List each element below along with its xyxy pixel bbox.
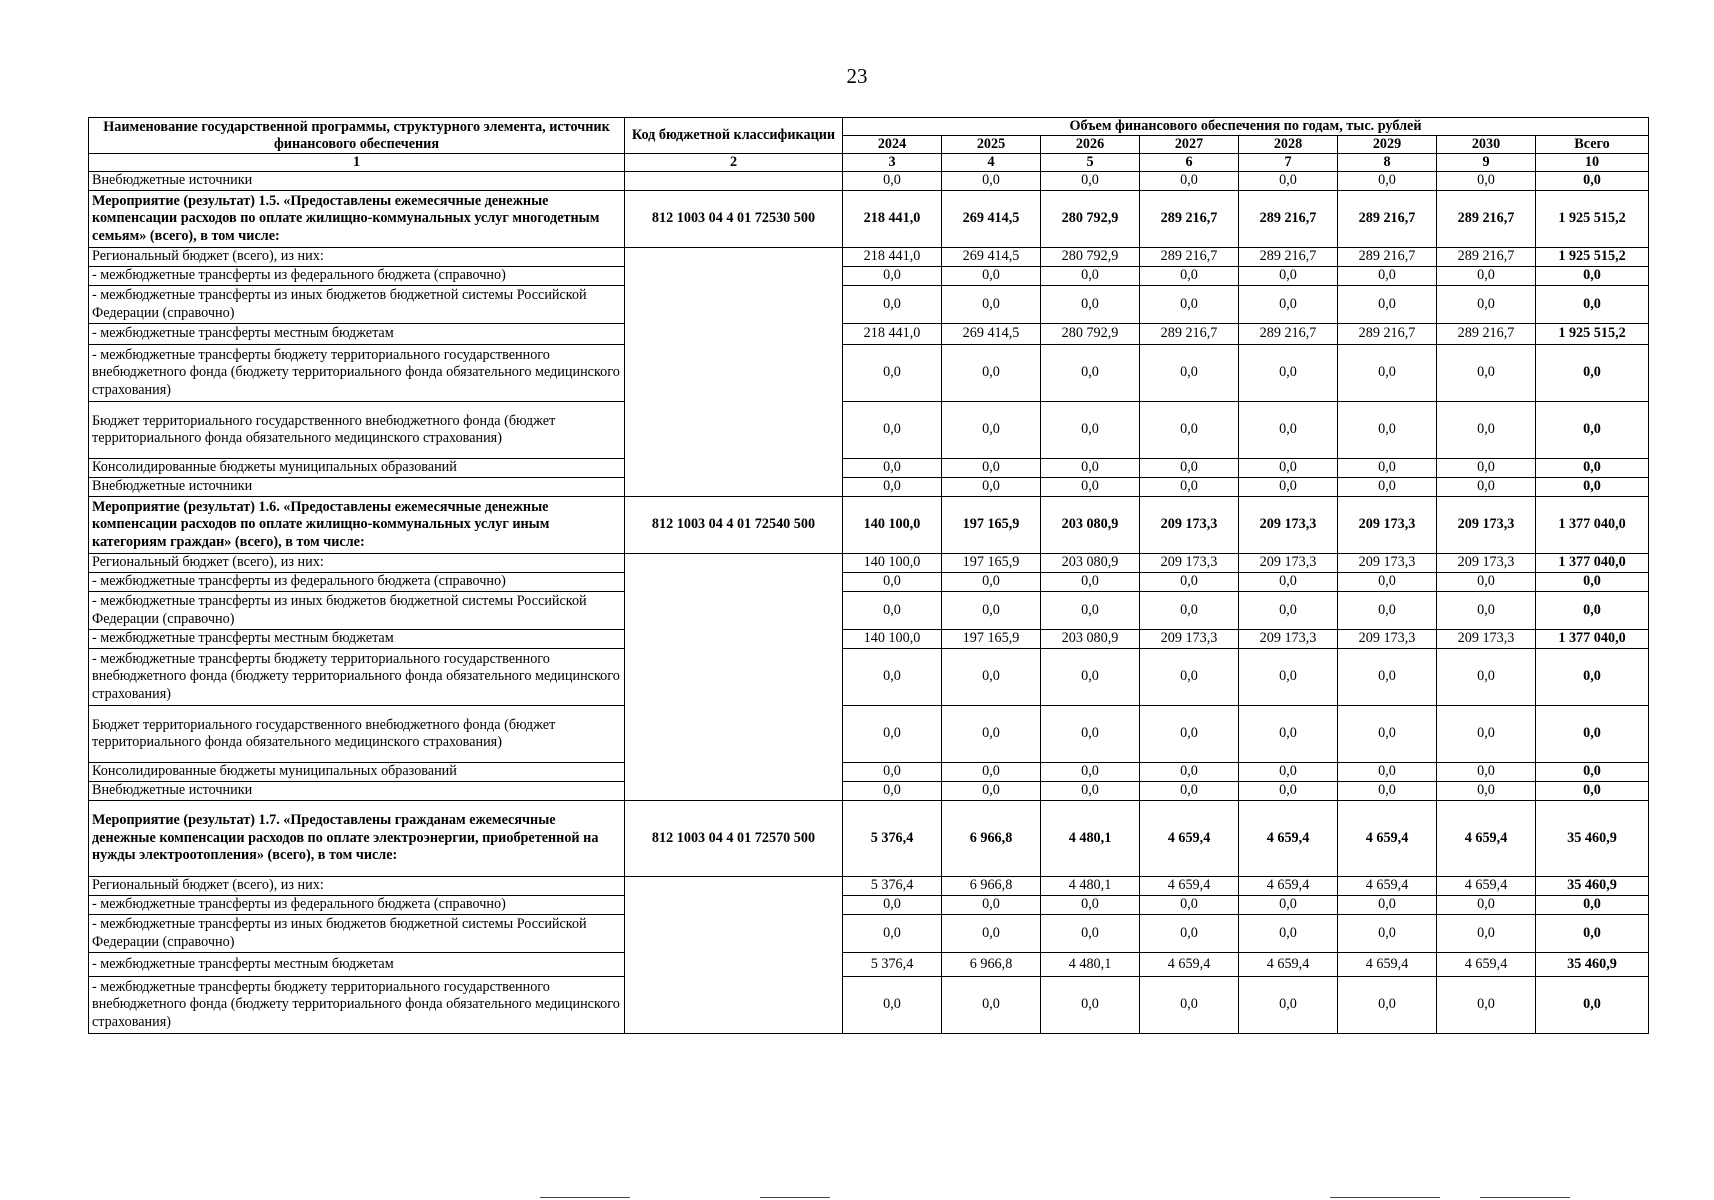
total-value: 0,0 xyxy=(1536,459,1649,478)
year-value: 0,0 xyxy=(1239,172,1338,191)
year-value: 289 216,7 xyxy=(1437,248,1536,267)
row-name: - межбюджетные трансферты местным бюджетам xyxy=(89,953,625,977)
year-value: 218 441,0 xyxy=(843,248,942,267)
page-number: 23 xyxy=(846,64,868,88)
year-value: 0,0 xyxy=(1041,763,1140,782)
year-value: 0,0 xyxy=(1239,286,1338,324)
year-value: 197 165,9 xyxy=(942,630,1041,649)
year-value: 0,0 xyxy=(942,592,1041,630)
year-value: 0,0 xyxy=(843,345,942,402)
year-value: 269 414,5 xyxy=(942,248,1041,267)
total-value: 0,0 xyxy=(1536,345,1649,402)
year-value: 0,0 xyxy=(1140,402,1239,459)
index-cell: 7 xyxy=(1239,154,1338,172)
table-row xyxy=(89,877,1649,896)
year-value: 209 173,3 xyxy=(1437,497,1536,554)
year-value: 0,0 xyxy=(1239,782,1338,801)
measure-row xyxy=(89,801,1649,877)
year-value: 0,0 xyxy=(1041,977,1140,1034)
year-value: 4 659,4 xyxy=(1338,877,1437,896)
year-value: 0,0 xyxy=(1437,478,1536,497)
year-value: 0,0 xyxy=(1140,763,1239,782)
table-row xyxy=(89,402,1649,459)
row-name: Внебюджетные источники xyxy=(89,782,625,801)
year-value: 0,0 xyxy=(942,402,1041,459)
year-value: 0,0 xyxy=(1338,649,1437,706)
year-value: 269 414,5 xyxy=(942,191,1041,248)
year-value: 0,0 xyxy=(1338,402,1437,459)
header-year: 2030 xyxy=(1437,136,1536,154)
year-value: 209 173,3 xyxy=(1338,630,1437,649)
budget-code: 812 1003 04 4 01 72570 500 xyxy=(625,801,843,877)
year-value: 0,0 xyxy=(1041,649,1140,706)
year-value: 0,0 xyxy=(1239,267,1338,286)
year-value: 289 216,7 xyxy=(1437,191,1536,248)
table-row xyxy=(89,573,1649,592)
table-row xyxy=(89,953,1649,977)
year-value: 0,0 xyxy=(1140,478,1239,497)
header-year: 2029 xyxy=(1338,136,1437,154)
year-value: 0,0 xyxy=(843,592,942,630)
year-value: 0,0 xyxy=(1140,573,1239,592)
year-value: 140 100,0 xyxy=(843,497,942,554)
year-value: 289 216,7 xyxy=(1140,324,1239,345)
row-name: Внебюджетные источники xyxy=(89,172,625,191)
year-value: 289 216,7 xyxy=(1239,191,1338,248)
year-value: 0,0 xyxy=(1239,896,1338,915)
year-value: 0,0 xyxy=(843,977,942,1034)
year-value: 0,0 xyxy=(1041,896,1140,915)
year-value: 0,0 xyxy=(843,402,942,459)
row-name: Мероприятие (результат) 1.6. «Предоставлены ежемесячные денежные компенсации расходов по оплате жилищно-коммунальных услуг иным категориям граждан» (всего), в том числе: xyxy=(89,497,625,554)
year-value: 0,0 xyxy=(843,267,942,286)
year-value: 203 080,9 xyxy=(1041,630,1140,649)
total-value: 0,0 xyxy=(1536,706,1649,763)
year-value: 4 480,1 xyxy=(1041,801,1140,877)
year-value: 209 173,3 xyxy=(1239,630,1338,649)
year-value: 0,0 xyxy=(1338,915,1437,953)
total-value: 0,0 xyxy=(1536,782,1649,801)
scan-artifact-line xyxy=(540,1197,630,1198)
row-name: Бюджет территориального государственного внебюджетного фонда (бюджет территориального фонда обязательного медицинского страхования) xyxy=(89,706,625,763)
total-value: 0,0 xyxy=(1536,172,1649,191)
budget-code-empty xyxy=(625,554,843,801)
year-value: 4 659,4 xyxy=(1338,801,1437,877)
total-value: 1 925 515,2 xyxy=(1536,248,1649,267)
year-value: 0,0 xyxy=(1239,478,1338,497)
year-value: 0,0 xyxy=(1338,782,1437,801)
total-value: 35 460,9 xyxy=(1536,953,1649,977)
year-value: 0,0 xyxy=(1437,915,1536,953)
total-value: 0,0 xyxy=(1536,649,1649,706)
year-value: 0,0 xyxy=(1041,592,1140,630)
year-value: 0,0 xyxy=(1140,706,1239,763)
index-cell: 10 xyxy=(1536,154,1649,172)
table-row xyxy=(89,554,1649,573)
year-value: 0,0 xyxy=(942,782,1041,801)
year-value: 0,0 xyxy=(1338,267,1437,286)
table-row xyxy=(89,478,1649,497)
row-name: - межбюджетные трансферты бюджету территориального государственного внебюджетного фонда (бюджету территориального фонда обязательного медицинского страхования) xyxy=(89,977,625,1034)
row-name: - межбюджетные трансферты из иных бюджетов бюджетной системы Российской Федерации (справочно) xyxy=(89,915,625,953)
total-value: 0,0 xyxy=(1536,977,1649,1034)
year-value: 0,0 xyxy=(1338,286,1437,324)
table-row xyxy=(89,763,1649,782)
year-value: 0,0 xyxy=(942,267,1041,286)
year-value: 289 216,7 xyxy=(1338,248,1437,267)
year-value: 0,0 xyxy=(1437,896,1536,915)
year-value: 4 659,4 xyxy=(1437,877,1536,896)
year-value: 0,0 xyxy=(1437,172,1536,191)
year-value: 0,0 xyxy=(1338,573,1437,592)
year-value: 0,0 xyxy=(1437,459,1536,478)
total-value: 1 377 040,0 xyxy=(1536,497,1649,554)
year-value: 0,0 xyxy=(1041,267,1140,286)
row-name: - межбюджетные трансферты местным бюджетам xyxy=(89,630,625,649)
year-value: 4 480,1 xyxy=(1041,877,1140,896)
year-value: 0,0 xyxy=(1338,478,1437,497)
total-value: 1 377 040,0 xyxy=(1536,554,1649,573)
year-value: 0,0 xyxy=(942,478,1041,497)
year-value: 203 080,9 xyxy=(1041,554,1140,573)
header-year: 2024 xyxy=(843,136,942,154)
row-name: - межбюджетные трансферты бюджету территориального государственного внебюджетного фонда (бюджету территориального фонда обязательного медицинского страхования) xyxy=(89,345,625,402)
year-value: 0,0 xyxy=(1437,977,1536,1034)
total-value: 0,0 xyxy=(1536,286,1649,324)
measure-row xyxy=(89,497,1649,554)
year-value: 0,0 xyxy=(1140,267,1239,286)
table-row xyxy=(89,630,1649,649)
year-value: 0,0 xyxy=(843,459,942,478)
row-name: Мероприятие (результат) 1.7. «Предоставлены гражданам ежемесячные денежные компенсации расходов по оплате электроэнергии, приобретенной на нужды электроотопления» (всего), в том числе: xyxy=(89,801,625,877)
year-value: 289 216,7 xyxy=(1140,248,1239,267)
year-value: 0,0 xyxy=(1140,896,1239,915)
total-value: 0,0 xyxy=(1536,763,1649,782)
total-value: 1 925 515,2 xyxy=(1536,191,1649,248)
year-value: 0,0 xyxy=(1338,763,1437,782)
table-row xyxy=(89,977,1649,1034)
year-value: 4 659,4 xyxy=(1338,953,1437,977)
scan-artifact-line xyxy=(760,1197,830,1198)
year-value: 0,0 xyxy=(1437,345,1536,402)
year-value: 0,0 xyxy=(1338,345,1437,402)
year-value: 0,0 xyxy=(942,706,1041,763)
index-cell: 8 xyxy=(1338,154,1437,172)
year-value: 4 480,1 xyxy=(1041,953,1140,977)
row-name: - межбюджетные трансферты из иных бюджетов бюджетной системы Российской Федерации (справочно) xyxy=(89,592,625,630)
year-value: 0,0 xyxy=(1437,402,1536,459)
row-name: Региональный бюджет (всего), из них: xyxy=(89,554,625,573)
row-name: - межбюджетные трансферты из иных бюджетов бюджетной системы Российской Федерации (справочно) xyxy=(89,286,625,324)
year-value: 218 441,0 xyxy=(843,191,942,248)
header-year: 2026 xyxy=(1041,136,1140,154)
year-value: 0,0 xyxy=(843,896,942,915)
year-value: 197 165,9 xyxy=(942,497,1041,554)
total-value: 0,0 xyxy=(1536,478,1649,497)
year-value: 0,0 xyxy=(942,649,1041,706)
header-volume: Объем финансового обеспечения по годам, тыс. рублей xyxy=(843,118,1649,136)
table-row xyxy=(89,592,1649,630)
year-value: 0,0 xyxy=(843,286,942,324)
financing-table xyxy=(88,117,1649,1034)
year-value: 209 173,3 xyxy=(1140,497,1239,554)
scan-artifact-line xyxy=(1330,1197,1440,1198)
budget-code: 812 1003 04 4 01 72530 500 xyxy=(625,191,843,248)
year-value: 0,0 xyxy=(1437,782,1536,801)
year-value: 4 659,4 xyxy=(1140,953,1239,977)
year-value: 0,0 xyxy=(1140,977,1239,1034)
total-value: 0,0 xyxy=(1536,915,1649,953)
year-value: 289 216,7 xyxy=(1239,324,1338,345)
year-value: 0,0 xyxy=(942,763,1041,782)
year-value: 0,0 xyxy=(1041,782,1140,801)
year-value: 0,0 xyxy=(1239,649,1338,706)
row-name: Региональный бюджет (всего), из них: xyxy=(89,877,625,896)
year-value: 0,0 xyxy=(1437,592,1536,630)
year-value: 0,0 xyxy=(1041,573,1140,592)
total-value: 0,0 xyxy=(1536,573,1649,592)
table-body xyxy=(89,154,1649,1034)
row-name: Консолидированные бюджеты муниципальных образований xyxy=(89,763,625,782)
year-value: 0,0 xyxy=(1041,172,1140,191)
table-row xyxy=(89,896,1649,915)
year-value: 0,0 xyxy=(942,977,1041,1034)
total-value: 1 377 040,0 xyxy=(1536,630,1649,649)
total-value: 0,0 xyxy=(1536,402,1649,459)
header-year: 2028 xyxy=(1239,136,1338,154)
year-value: 0,0 xyxy=(942,286,1041,324)
year-value: 4 659,4 xyxy=(1239,801,1338,877)
year-value: 0,0 xyxy=(1140,915,1239,953)
row-name: - межбюджетные трансферты местным бюджетам xyxy=(89,324,625,345)
year-value: 4 659,4 xyxy=(1437,953,1536,977)
row-name: Внебюджетные источники xyxy=(89,478,625,497)
year-value: 0,0 xyxy=(843,915,942,953)
year-value: 0,0 xyxy=(1239,573,1338,592)
year-value: 0,0 xyxy=(843,478,942,497)
year-value: 0,0 xyxy=(1338,459,1437,478)
year-value: 0,0 xyxy=(1140,592,1239,630)
year-value: 289 216,7 xyxy=(1338,324,1437,345)
year-value: 0,0 xyxy=(1338,896,1437,915)
row-name: Бюджет территориального государственного внебюджетного фонда (бюджет территориального фонда обязательного медицинского страхования) xyxy=(89,402,625,459)
year-value: 0,0 xyxy=(1041,915,1140,953)
budget-code: 812 1003 04 4 01 72540 500 xyxy=(625,497,843,554)
year-value: 289 216,7 xyxy=(1338,191,1437,248)
year-value: 0,0 xyxy=(1239,402,1338,459)
table-row xyxy=(89,248,1649,267)
row-name: Мероприятие (результат) 1.5. «Предоставлены ежемесячные денежные компенсации расходов по оплате жилищно-коммунальных услуг многодетным семьям» (всего), в том числе: xyxy=(89,191,625,248)
year-value: 209 173,3 xyxy=(1239,554,1338,573)
table-row xyxy=(89,345,1649,402)
measure-row xyxy=(89,191,1649,248)
year-value: 209 173,3 xyxy=(1140,630,1239,649)
year-value: 6 966,8 xyxy=(942,801,1041,877)
year-value: 0,0 xyxy=(843,763,942,782)
year-value: 0,0 xyxy=(1140,345,1239,402)
year-value: 0,0 xyxy=(1041,345,1140,402)
table-row xyxy=(89,782,1649,801)
total-value: 1 925 515,2 xyxy=(1536,324,1649,345)
year-value: 289 216,7 xyxy=(1239,248,1338,267)
year-value: 0,0 xyxy=(1140,459,1239,478)
year-value: 289 216,7 xyxy=(1437,324,1536,345)
row-name: - межбюджетные трансферты из федерального бюджета (справочно) xyxy=(89,267,625,286)
row-name: - межбюджетные трансферты из федерального бюджета (справочно) xyxy=(89,573,625,592)
index-cell: 9 xyxy=(1437,154,1536,172)
year-value: 0,0 xyxy=(942,573,1041,592)
year-value: 0,0 xyxy=(1437,763,1536,782)
index-cell: 4 xyxy=(942,154,1041,172)
total-value: 35 460,9 xyxy=(1536,801,1649,877)
year-value: 0,0 xyxy=(942,172,1041,191)
year-value: 6 966,8 xyxy=(942,877,1041,896)
year-value: 0,0 xyxy=(1437,706,1536,763)
scan-artifact-line xyxy=(1480,1197,1570,1198)
year-value: 4 659,4 xyxy=(1239,953,1338,977)
year-value: 0,0 xyxy=(942,345,1041,402)
year-value: 0,0 xyxy=(1437,573,1536,592)
index-row xyxy=(89,154,1649,172)
year-value: 140 100,0 xyxy=(843,630,942,649)
year-value: 0,0 xyxy=(1041,478,1140,497)
table-row xyxy=(89,324,1649,345)
year-value: 5 376,4 xyxy=(843,877,942,896)
header-year: 2027 xyxy=(1140,136,1239,154)
year-value: 0,0 xyxy=(942,896,1041,915)
year-value: 0,0 xyxy=(843,172,942,191)
header-row-1 xyxy=(89,118,1649,136)
table-row xyxy=(89,459,1649,478)
budget-code-empty xyxy=(625,877,843,1034)
year-value: 0,0 xyxy=(1041,286,1140,324)
year-value: 197 165,9 xyxy=(942,554,1041,573)
year-value: 5 376,4 xyxy=(843,953,942,977)
index-cell: 2 xyxy=(625,154,843,172)
year-value: 0,0 xyxy=(1437,267,1536,286)
year-value: 0,0 xyxy=(1041,459,1140,478)
year-value: 209 173,3 xyxy=(1437,630,1536,649)
year-value: 0,0 xyxy=(1338,172,1437,191)
year-value: 6 966,8 xyxy=(942,953,1041,977)
year-value: 209 173,3 xyxy=(1437,554,1536,573)
year-value: 0,0 xyxy=(1239,763,1338,782)
row-name: - межбюджетные трансферты бюджету территориального государственного внебюджетного фонда (бюджету территориального фонда обязательного медицинского страхования) xyxy=(89,649,625,706)
budget-code-empty xyxy=(625,248,843,497)
index-cell: 5 xyxy=(1041,154,1140,172)
year-value: 0,0 xyxy=(942,459,1041,478)
year-value: 4 659,4 xyxy=(1239,877,1338,896)
year-value: 4 659,4 xyxy=(1437,801,1536,877)
year-value: 140 100,0 xyxy=(843,554,942,573)
total-value: 0,0 xyxy=(1536,592,1649,630)
year-value: 0,0 xyxy=(1239,706,1338,763)
year-value: 280 792,9 xyxy=(1041,248,1140,267)
row-name: Региональный бюджет (всего), из них: xyxy=(89,248,625,267)
year-value: 0,0 xyxy=(843,649,942,706)
header-year: 2025 xyxy=(942,136,1041,154)
table-row xyxy=(89,172,1649,191)
year-value: 280 792,9 xyxy=(1041,324,1140,345)
year-value: 0,0 xyxy=(1239,977,1338,1034)
year-value: 209 173,3 xyxy=(1338,554,1437,573)
year-value: 0,0 xyxy=(1437,286,1536,324)
year-value: 0,0 xyxy=(1140,286,1239,324)
total-value: 0,0 xyxy=(1536,267,1649,286)
index-cell: 3 xyxy=(843,154,942,172)
year-value: 4 659,4 xyxy=(1140,801,1239,877)
year-value: 280 792,9 xyxy=(1041,191,1140,248)
year-value: 0,0 xyxy=(942,915,1041,953)
table-row xyxy=(89,649,1649,706)
year-value: 0,0 xyxy=(1437,649,1536,706)
table-row xyxy=(89,267,1649,286)
year-value: 0,0 xyxy=(1239,345,1338,402)
year-value: 209 173,3 xyxy=(1338,497,1437,554)
year-value: 209 173,3 xyxy=(1239,497,1338,554)
row-name: - межбюджетные трансферты из федерального бюджета (справочно) xyxy=(89,896,625,915)
year-value: 0,0 xyxy=(843,782,942,801)
year-value: 0,0 xyxy=(1140,649,1239,706)
table-row xyxy=(89,286,1649,324)
year-value: 0,0 xyxy=(1041,402,1140,459)
year-value: 5 376,4 xyxy=(843,801,942,877)
year-value: 0,0 xyxy=(1239,915,1338,953)
row-name: Консолидированные бюджеты муниципальных образований xyxy=(89,459,625,478)
year-value: 0,0 xyxy=(1140,782,1239,801)
year-value: 218 441,0 xyxy=(843,324,942,345)
total-value: 35 460,9 xyxy=(1536,877,1649,896)
year-value: 4 659,4 xyxy=(1140,877,1239,896)
year-value: 0,0 xyxy=(1338,706,1437,763)
year-value: 0,0 xyxy=(1140,172,1239,191)
header-code: Код бюджетной классификации xyxy=(625,118,843,154)
table-row xyxy=(89,706,1649,763)
year-value: 209 173,3 xyxy=(1140,554,1239,573)
year-value: 0,0 xyxy=(1338,592,1437,630)
budget-code-empty xyxy=(625,172,843,191)
year-value: 0,0 xyxy=(843,573,942,592)
table-row xyxy=(89,915,1649,953)
year-value: 0,0 xyxy=(1041,706,1140,763)
total-value: 0,0 xyxy=(1536,896,1649,915)
year-value: 0,0 xyxy=(1338,977,1437,1034)
year-value: 0,0 xyxy=(1239,459,1338,478)
year-value: 0,0 xyxy=(843,706,942,763)
year-value: 203 080,9 xyxy=(1041,497,1140,554)
header-name: Наименование государственной программы, структурного элемента, источник финансового обеспечения xyxy=(89,118,625,154)
index-cell: 1 xyxy=(89,154,625,172)
index-cell: 6 xyxy=(1140,154,1239,172)
year-value: 269 414,5 xyxy=(942,324,1041,345)
year-value: 289 216,7 xyxy=(1140,191,1239,248)
header-total: Всего xyxy=(1536,136,1649,154)
year-value: 0,0 xyxy=(1239,592,1338,630)
